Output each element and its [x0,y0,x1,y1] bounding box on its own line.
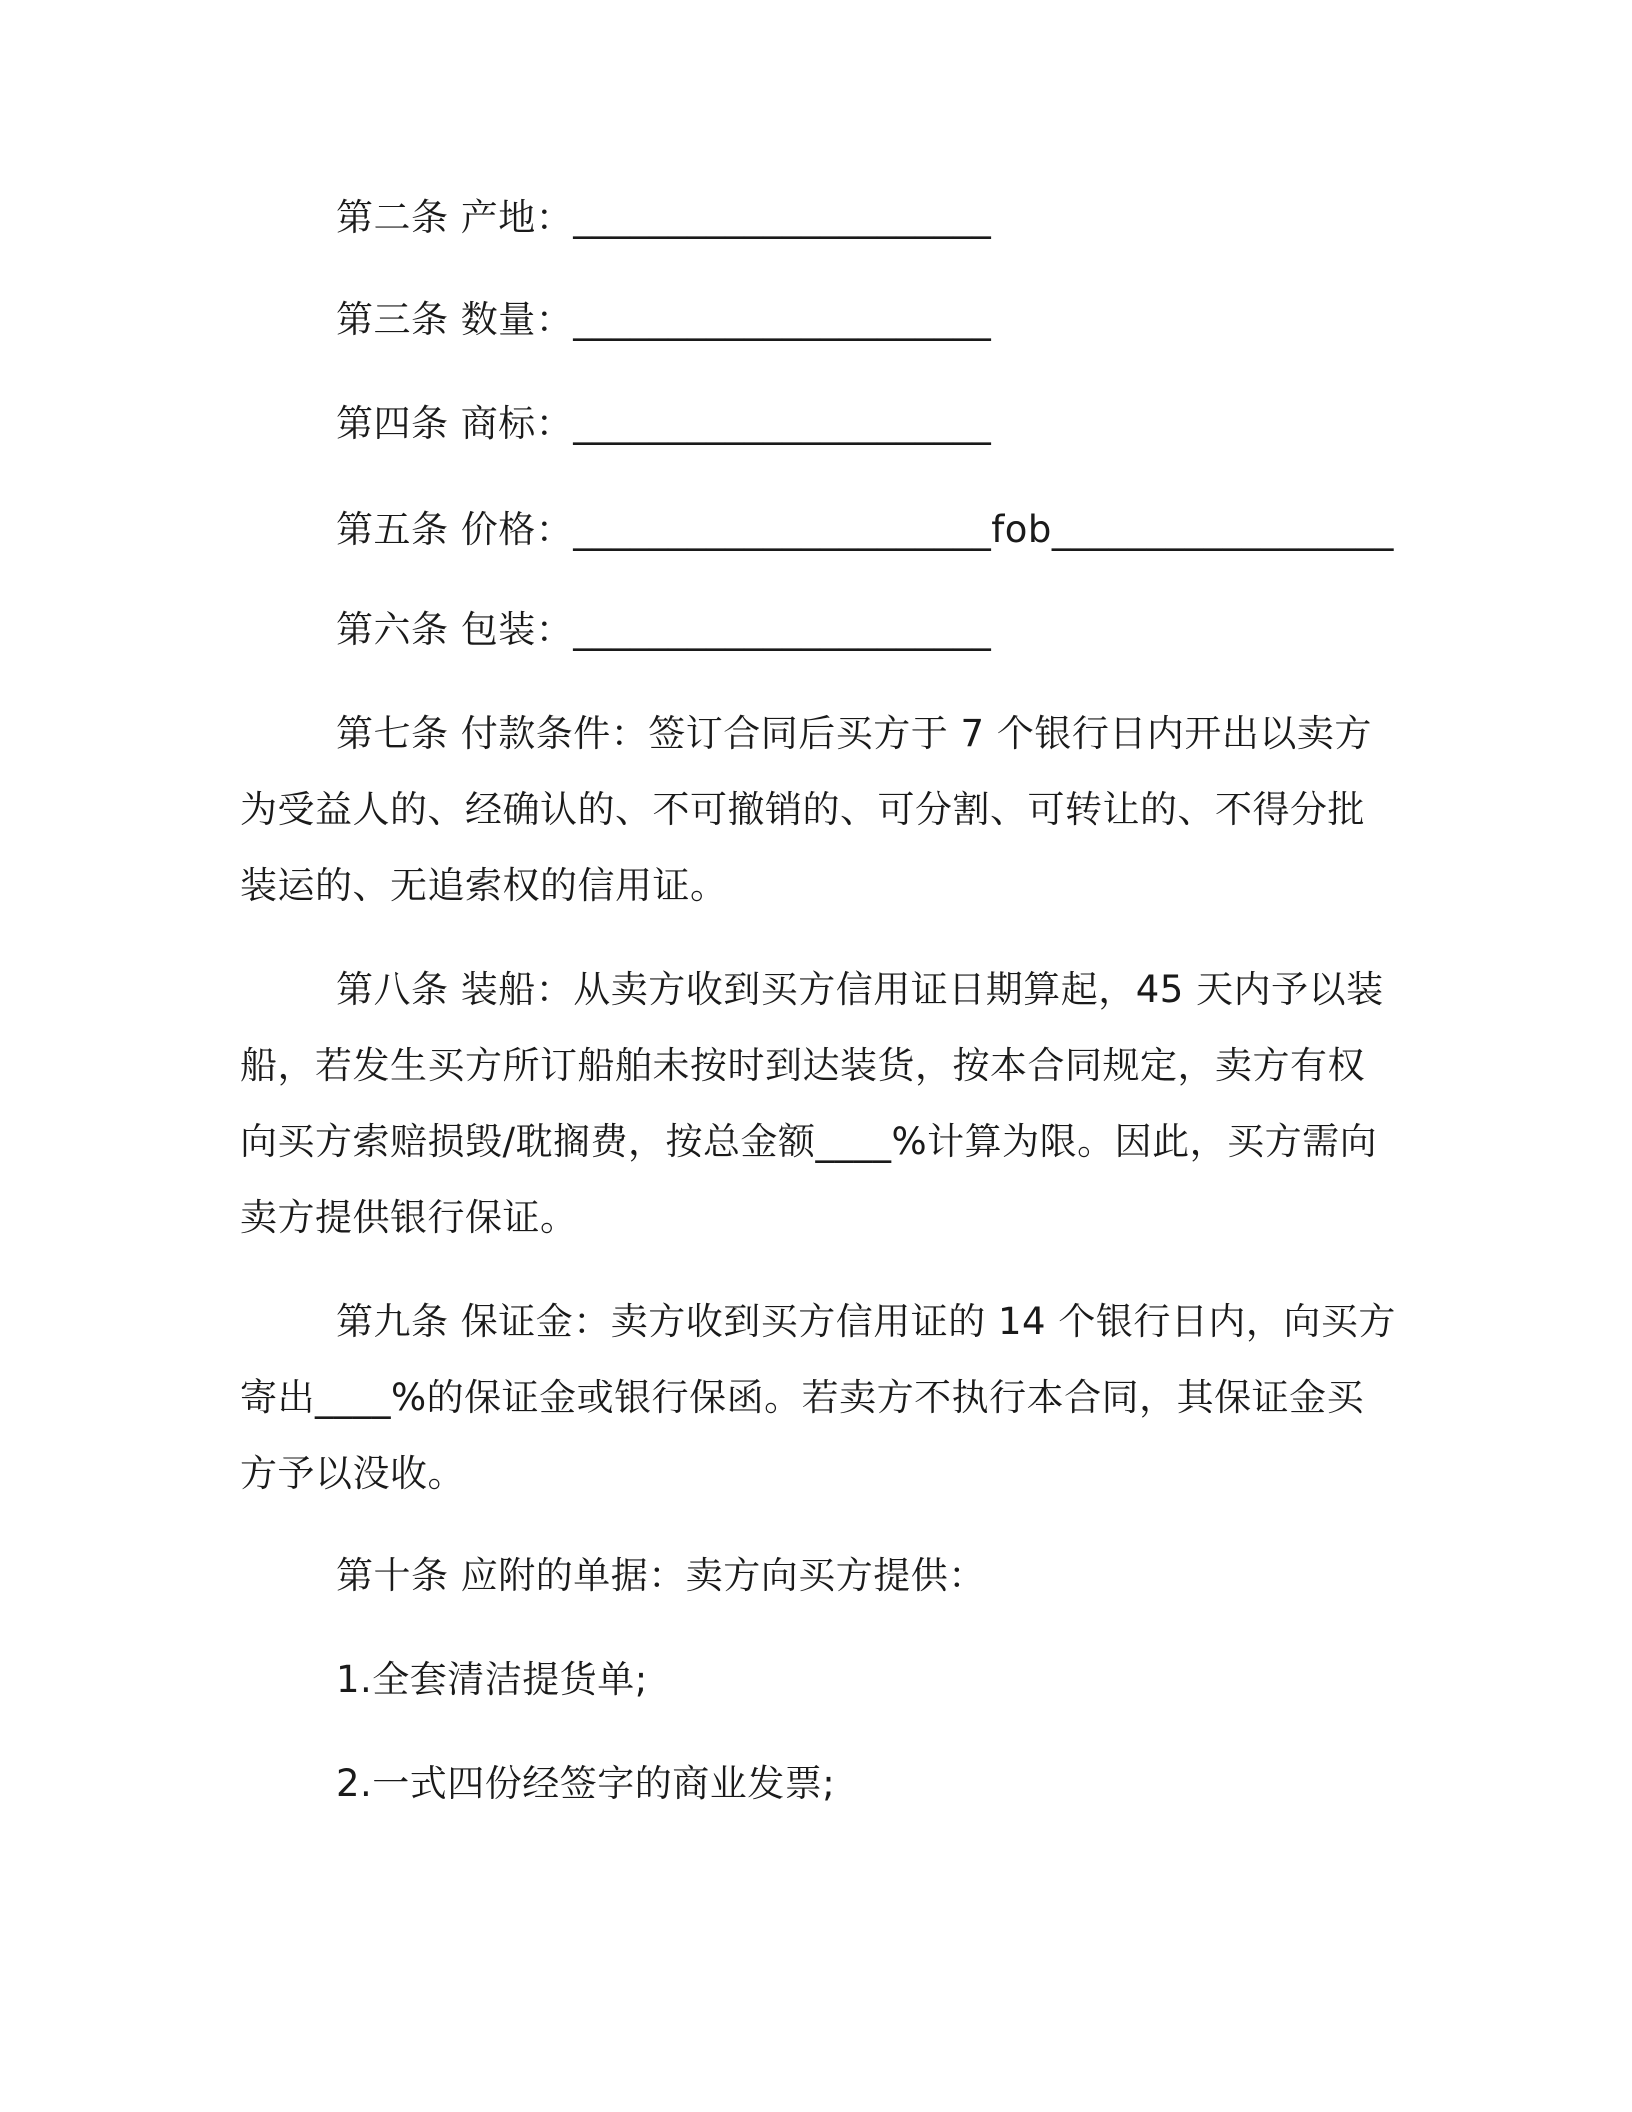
paragraph-line: 第八条 装船：从卖方收到买方信用证日期算起，45 天内予以装 [336,968,1384,1011]
document-item-1: 1.全套清洁提货单; [336,1658,648,1701]
article-4-trademark: 第四条 商标：______________________ [336,402,992,445]
paragraph-line: 方予以没收。 [240,1452,465,1495]
paragraph-line: 装运的、无追索权的信用证。 [240,864,728,907]
document-item-2: 2.一式四份经签字的商业发票; [336,1762,836,1805]
article-6-packing: 第六条 包装：______________________ [336,608,992,651]
paragraph-line: 寄出____%的保证金或银行保函。若卖方不执行本合同，其保证金买 [240,1376,1365,1419]
paragraph-line: 第七条 付款条件：签订合同后买方于 7 个银行日内开出以卖方 [336,712,1372,755]
paragraph-line: 卖方提供银行保证。 [240,1196,578,1239]
article-2-origin: 第二条 产地：______________________ [336,196,992,239]
article-10-documents: 第十条 应附的单据：卖方向买方提供： [336,1554,986,1597]
paragraph-line: 船，若发生买方所订船舶未按时到达装货，按本合同规定，卖方有权 [240,1044,1365,1087]
paragraph-line: 向买方索赔损毁/耽搁费，按总金额____%计算为限。因此，买方需向 [240,1120,1378,1163]
paragraph-line: 第九条 保证金：卖方收到买方信用证的 14 个银行日内，向买方 [336,1300,1396,1343]
article-3-quantity: 第三条 数量：______________________ [336,298,992,341]
paragraph-line: 为受益人的、经确认的、不可撤销的、可分割、可转让的、不得分批 [240,788,1365,831]
article-5-price: 第五条 价格：______________________fob__________________ [336,508,1394,551]
